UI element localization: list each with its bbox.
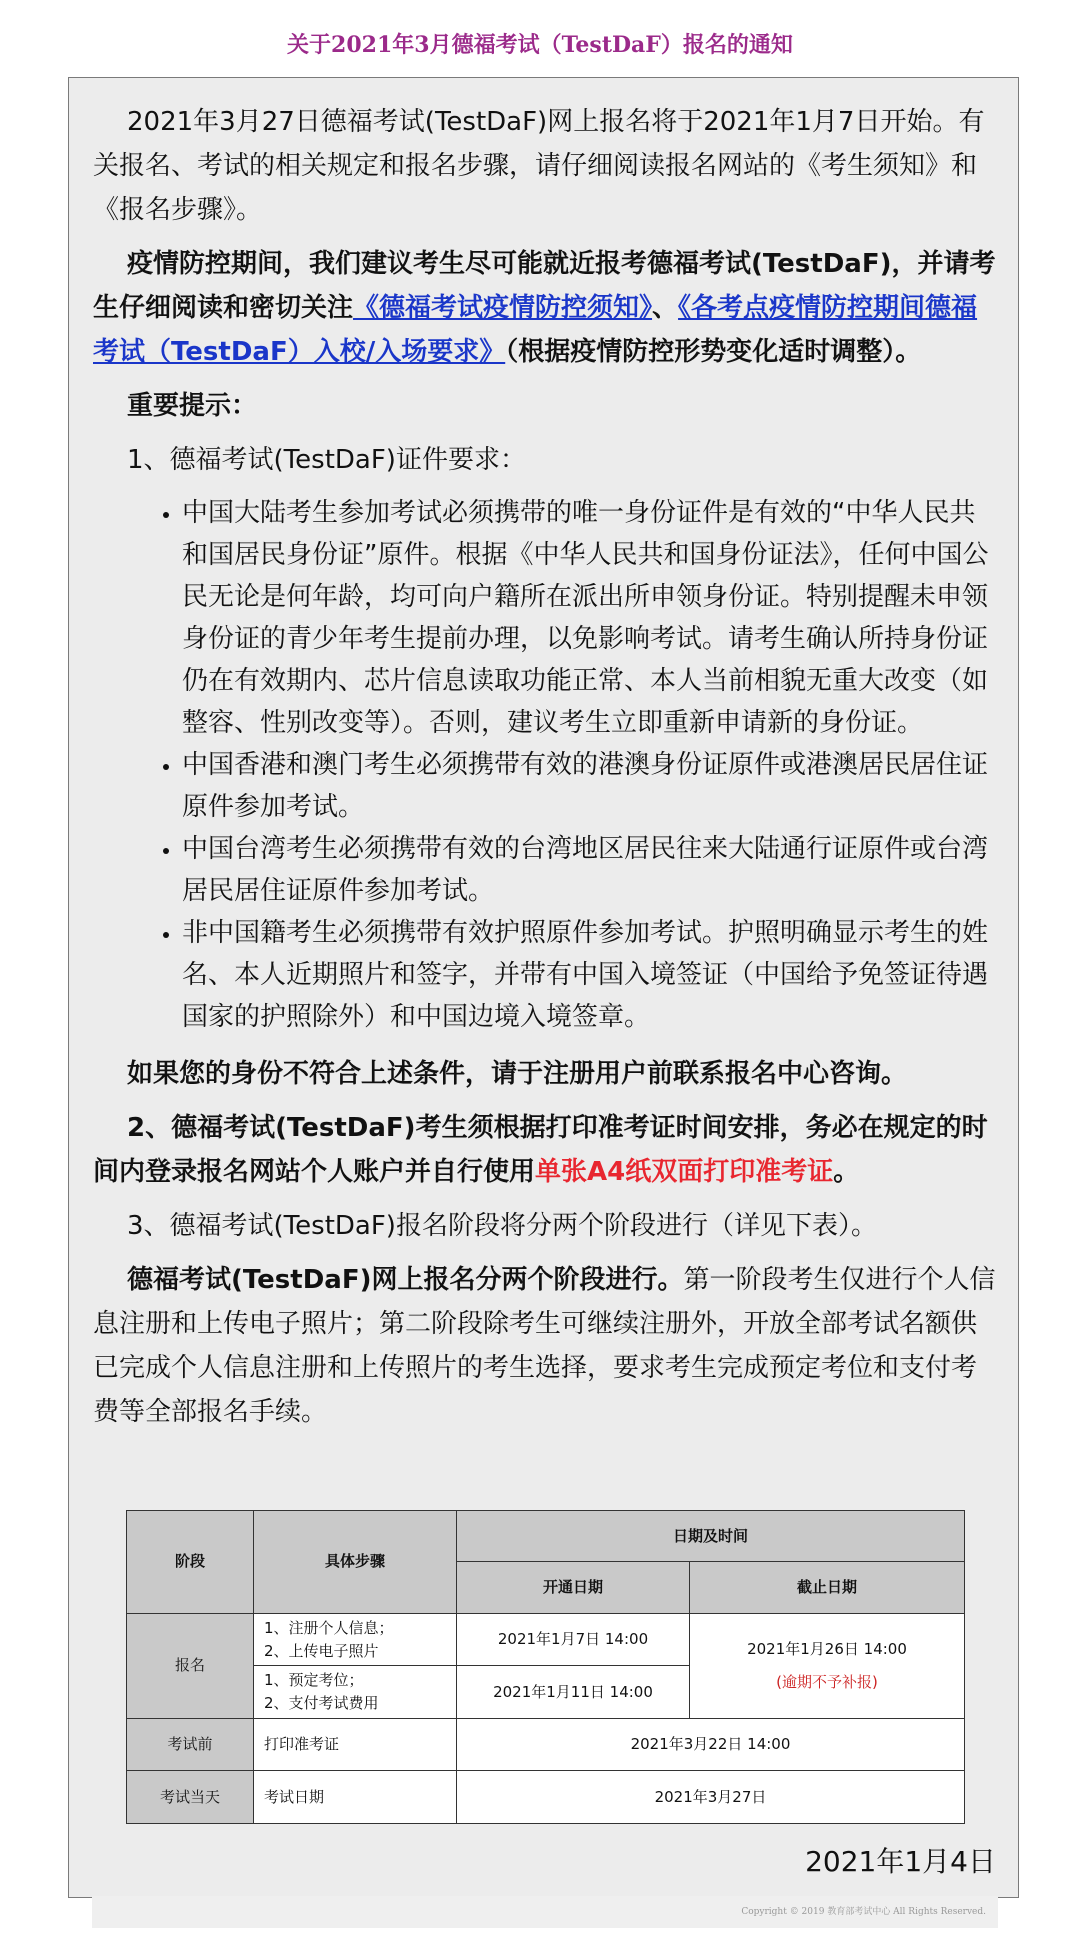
epidemic-paragraph	[93, 242, 998, 374]
id-requirements-list	[93, 492, 998, 1038]
item2-end: 。	[833, 1157, 860, 1187]
intro-paragraph: 2021年3月27日德福考试(TestDaF)网上报名将于2021年1月7日开始。有关报名、考试的相关规定和报名步骤，请仔细阅读报名网站的《考生须知》和《报名步骤》。	[93, 107, 985, 225]
header-stage: 阶段	[127, 1511, 254, 1614]
epidemic-guidelines-link[interactable]: 《德福考试疫情防控须知》	[353, 293, 653, 323]
stage-detail: 第一阶段考生仅进行个人信息注册和上传电子照片；第二阶段除考生可继续注册外，开放全部考试名额供已完成个人信息注册和上传照片的考生选择，要求考生完成预定考位和支付考费等全部报名手续。	[93, 1265, 996, 1427]
item2-text: 2、德福考试(TestDaF)考生须根据打印准考证时间安排，务必在规定的时间内登录报名网站个人账户并自行使用	[93, 1113, 988, 1187]
item3-paragraph: 3、德福考试(TestDaF)报名阶段将分两个阶段进行（详见下表）。	[127, 1211, 877, 1241]
exam-day-date: 2021年3月27日	[457, 1771, 965, 1824]
epidemic-text-after: （根据疫情防控形势变化适时调整）。	[505, 337, 922, 367]
step-line: 2、支付考试费用	[264, 1694, 379, 1713]
schedule-table	[126, 1510, 964, 1824]
step-line: 2、上传电子照片	[264, 1641, 379, 1660]
link-separator: 、	[652, 293, 679, 323]
registration-close-cell	[690, 1613, 965, 1718]
venue-requirements-link[interactable]: 《各考点疫情防控期间德福考试（TestDaF）入校/入场要求》	[93, 293, 978, 367]
list-item: • 中国大陆考生参加考试必须携带的唯一身份证件是有效的“中华人民共和国居民身份证”原件。根据《中华人民共和国身份证法》，任何中国公民无论是何年龄，均可向户籍所在派出所申领身份证。特别提醒未申领身份证的青少年考生提前办理，以免影响考试。请考生确认所持身份证仍在有效期内、芯片信息读取功能正常、本人当前相貌无重大改变（如整容、性别改变等）。否则，建议考生立即重新申请新的身份证。	[182, 492, 998, 744]
header-steps: 具体步骤	[254, 1511, 457, 1614]
step-line: 1、预定考位；	[264, 1671, 364, 1690]
print-requirement: 单张A4纸双面打印准考证	[535, 1157, 834, 1187]
list-item: • 中国台湾考生必须携带有效的台湾地区居民往来大陆通行证原件或台湾居民居住证原件参加考试。	[182, 828, 998, 912]
epidemic-text: 疫情防控期间，我们建议考生尽可能就近报考德福考试(TestDaF)，并请考生仔细阅读和密切关注	[93, 249, 996, 323]
item2-paragraph	[93, 1106, 998, 1194]
exam-day-step: 考试日期	[254, 1771, 457, 1824]
list-item: • 中国香港和澳门考生必须携带有效的港澳身份证原件或港澳居民居住证原件参加考试。	[182, 744, 998, 828]
exam-day-stage-cell: 考试当天	[127, 1771, 254, 1824]
registration-steps-2	[254, 1666, 457, 1719]
step-line: 1、注册个人信息；	[264, 1618, 394, 1637]
list-item: • 非中国籍考生必须携带有效护照原件参加考试。护照明确显示考生的姓名、本人近期照片和签字，并带有中国入境签证（中国给予免签证待遇国家的护照除外）和中国边境入境签章。	[182, 912, 998, 1038]
stage-paragraph	[93, 1258, 998, 1434]
copyright-footer: Copyright © 2019 教育部考试中心 All Rights Reserved.	[92, 1896, 998, 1928]
header-datetime: 日期及时间	[457, 1511, 965, 1562]
header-open-date: 开通日期	[457, 1562, 690, 1613]
pre-exam-step: 打印准考证	[254, 1718, 457, 1771]
item1-heading: 1、德福考试(TestDaF)证件要求：	[127, 445, 526, 475]
publish-date: 2021年1月4日	[805, 1845, 996, 1878]
pre-exam-date: 2021年3月22日 14:00	[457, 1718, 965, 1771]
stage-lead: 德福考试(TestDaF)网上报名分两个阶段进行。	[127, 1265, 684, 1295]
registration-stage-cell: 报名	[127, 1613, 254, 1718]
notice-box	[68, 77, 1019, 1898]
notice-content	[93, 100, 998, 1444]
close-date: 2021年1月26日 14:00	[747, 1639, 907, 1658]
contact-note: 如果您的身份不符合上述条件，请于注册用户前联系报名中心咨询。	[127, 1059, 908, 1089]
registration-open-2: 2021年1月11日 14:00	[457, 1666, 690, 1719]
header-close-date: 截止日期	[690, 1562, 965, 1613]
pre-exam-stage-cell: 考试前	[127, 1718, 254, 1771]
registration-steps-1	[254, 1613, 457, 1666]
close-note: (逾期不予补报)	[776, 1672, 878, 1691]
notice-heading: 重要提示：	[127, 391, 258, 421]
registration-open-1: 2021年1月7日 14:00	[457, 1613, 690, 1666]
notice-title: 关于2021年3月德福考试（TestDaF）报名的通知	[287, 32, 793, 58]
